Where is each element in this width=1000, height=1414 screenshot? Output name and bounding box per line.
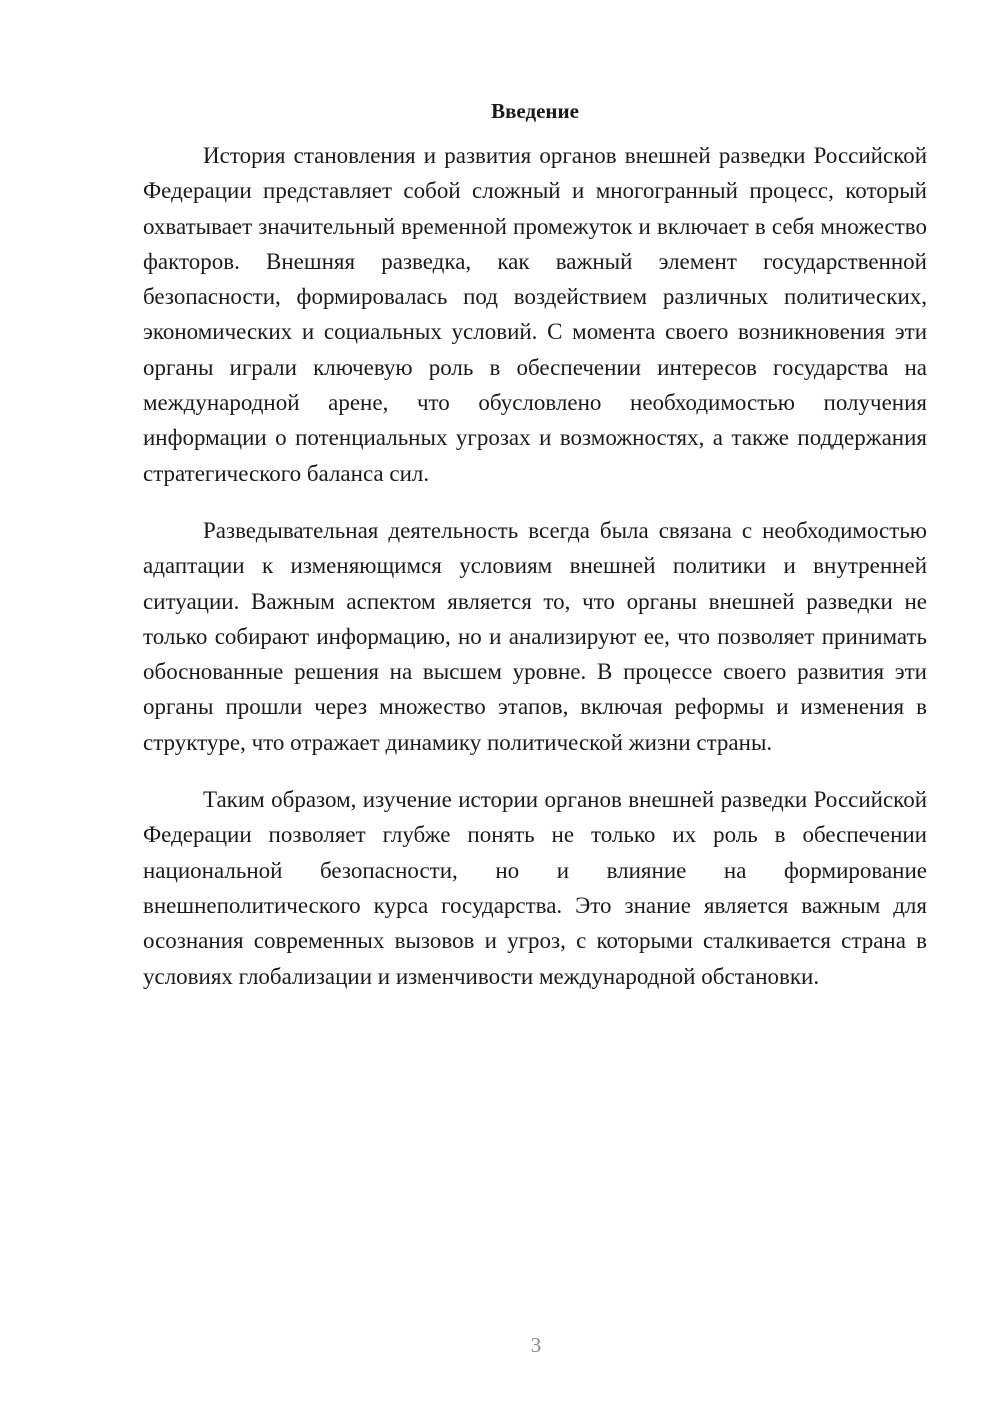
section-heading: Введение: [491, 99, 579, 123]
paragraph-2: Разведывательная деятельность всегда была связана с необходимостью адаптации к изменяющимся условиям внешней политики и внутренней ситуации. Важным аспектом является то, что органы внешней разведки не только собирают информацию, но и анализируют ее, что позволяет принимать обоснованные решения на высшем уровне. В процессе своего развития эти органы прошли через множество этапов, включая реформы и изменения в структуре, что отражает динамику политической жизни страны.: [143, 517, 927, 755]
document-body: [143, 96, 927, 1016]
paragraph-1: История становления и развития органов внешней разведки Российской Федерации представляет собой сложный и многогранный процесс, который охватывает значительный временной промежуток и включает в себя множество факторов. Внешняя разведка, как важный элемент государственной безопасности, формировалась под воздействием различных политических, экономических и социальных условий. С момента своего возникновения эти органы играли ключевую роль в обеспечении интересов государства на международной арене, что обусловлено необходимостью получения информации о потенциальных угрозах и возможностях, а также поддержания стратегического баланса сил.: [143, 143, 927, 486]
paragraph-3: Таким образом, изучение истории органов внешней разведки Российской Федерации позволяет глубже понять не только их роль в обеспечении национальной безопасности, но и влияние на формирование внешнеполитического курса государства. Это знание является важным для осознания современных вызовов и угроз, с которыми сталкивается страна в условиях глобализации и изменчивости международной обстановки.: [143, 787, 927, 989]
page-number: 3: [530, 1333, 542, 1357]
